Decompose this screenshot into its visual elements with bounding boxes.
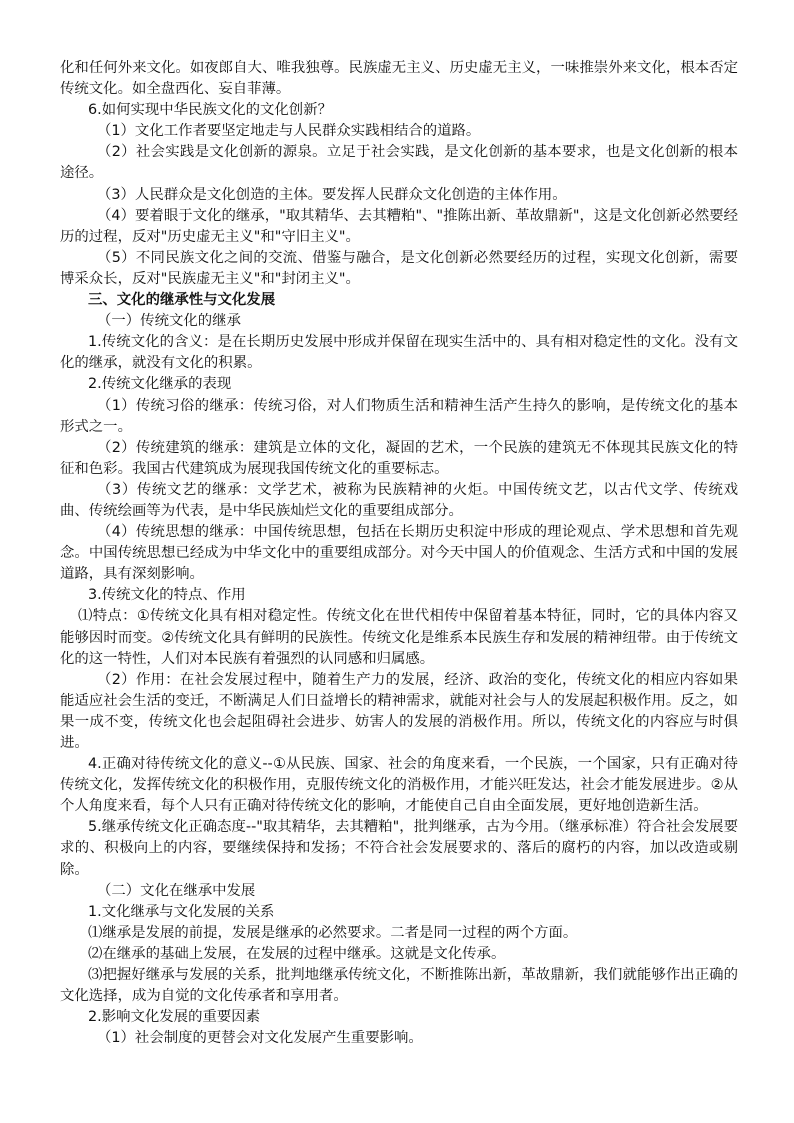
paragraph: ⑵在继承的基础上发展，在发展的过程中继承。这就是文化传承。	[88, 945, 506, 962]
paragraph: （1）文化工作者要坚定地走与人民群众实践相结合的道路。	[97, 123, 481, 140]
paragraph: （二）文化在继承中发展	[97, 882, 256, 899]
paragraph: 4.正确对待传统文化的意义--①从民族、国家、社会的角度来看，一个民族，一个国家，只有正确对待传统文化，发挥传统文化的积极作用，克服传统文化的消极作用，才能兴旺发达，社会才能发展进步。②从个人角度来看，每个人只有正确对待传统文化的影响，才能使自己自由全面发展，更好地创造新生活。	[60, 756, 738, 815]
paragraph: 5.继承传统文化正确态度--"取其精华，去其糟粕"，批判继承，古为今用。（继承标准）符合社会发展要求的、积极向上的内容，要继续保持和发扬；不符合社会发展要求的、落后的腐朽的内容，加以改造或剔除。	[60, 819, 738, 878]
paragraph: 2.传统文化继承的表现	[88, 376, 232, 393]
paragraph: ⑴特点：①传统文化具有相对稳定性。传统文化在世代相传中保留着基本特征，同时，它的具体内容又能够因时而变。②传统文化具有鲜明的民族性。传统文化是维系本民族生存和发展的精神纽带。由于传统文化的这一特性，人们对本民族有着强烈的认同感和归属感。	[60, 608, 738, 667]
paragraph: 6.如何实现中华民族文化的文化创新？	[88, 102, 332, 119]
paragraph: （3）人民群众是文化创造的主体。要发挥人民群众文化创造的主体作用。	[97, 186, 567, 203]
paragraph: 3.传统文化的特点、作用	[88, 587, 246, 604]
paragraph: （2）社会实践是文化创新的源泉。立足于社会实践，是文化创新的基本要求，也是文化创新的根本途径。	[60, 144, 738, 182]
paragraph: （4）要着眼于文化的继承，"取其精华、去其糟粕"、"推陈出新、革故鼎新"，这是文化创新必然要经历的过程，反对"历史虚无主义"和"守旧主义"。	[60, 207, 738, 245]
paragraph: ⑴继承是发展的前提，发展是继承的必然要求。二者是同一过程的两个方面。	[88, 924, 578, 941]
paragraph: （2）传统建筑的继承：建筑是立体的文化，凝固的艺术，一个民族的建筑无不体现其民族文化的特征和色彩。我国古代建筑成为展现我国传统文化的重要标志。	[60, 439, 738, 477]
paragraph: 2.影响文化发展的重要因素	[88, 1009, 261, 1026]
section-heading: 三、文化的继承性与文化发展	[88, 292, 276, 309]
paragraph: （2）作用：在社会发展过程中，随着生产力的发展，经济、政治的变化，传统文化的相应内容如果能适应社会生活的变迁，不断满足人们日益增长的精神需求，就能对社会与人的发展起积极作用。反之，如果一成不变，传统文化也会起阻碍社会进步、妨害人的发展的消极作用。所以，传统文化的内容应与时俱进。	[60, 671, 738, 751]
paragraph: （3）传统文艺的继承：文学艺术，被称为民族精神的火炬。中国传统文艺，以古代文学、传统戏曲、传统绘画等为代表，是中华民族灿烂文化的重要组成部分。	[60, 481, 738, 519]
paragraph: 1.传统文化的含义：是在长期历史发展中形成并保留在现实生活中的、具有相对稳定性的文化。没有文化的继承，就没有文化的积累。	[60, 334, 738, 372]
paragraph: （1）社会制度的更替会对文化发展产生重要影响。	[97, 1030, 423, 1047]
paragraph: （4）传统思想的继承：中国传统思想，包括在长期历史积淀中形成的理论观点、学术思想和首先观念。中国传统思想已经成为中华文化中的重要组成部分。对今天中国人的价值观念、生活方式和中国的发展道路，具有深刻影响。	[60, 524, 738, 583]
paragraph: （一）传统文化的继承	[97, 313, 241, 330]
paragraph: 1.文化继承与文化发展的关系	[88, 903, 275, 920]
document-body	[60, 58, 738, 1049]
paragraph: 化和任何外来文化。如夜郎自大、唯我独尊。民族虚无主义、历史虚无主义，一味推崇外来文化，根本否定传统文化。如全盘西化、妄自菲薄。	[60, 60, 738, 98]
paragraph: （5）不同民族文化之间的交流、借鉴与融合，是文化创新必然要经历的过程，实现文化创新，需要博采众长，反对"民族虚无主义"和"封闭主义"。	[60, 249, 738, 287]
paragraph: （1）传统习俗的继承：传统习俗，对人们物质生活和精神生活产生持久的影响，是传统文化的基本形式之一。	[60, 397, 738, 435]
paragraph: ⑶把握好继承与发展的关系，批判地继承传统文化，不断推陈出新，革故鼎新，我们就能够作出正确的文化选择，成为自觉的文化传承者和享用者。	[60, 967, 738, 1005]
